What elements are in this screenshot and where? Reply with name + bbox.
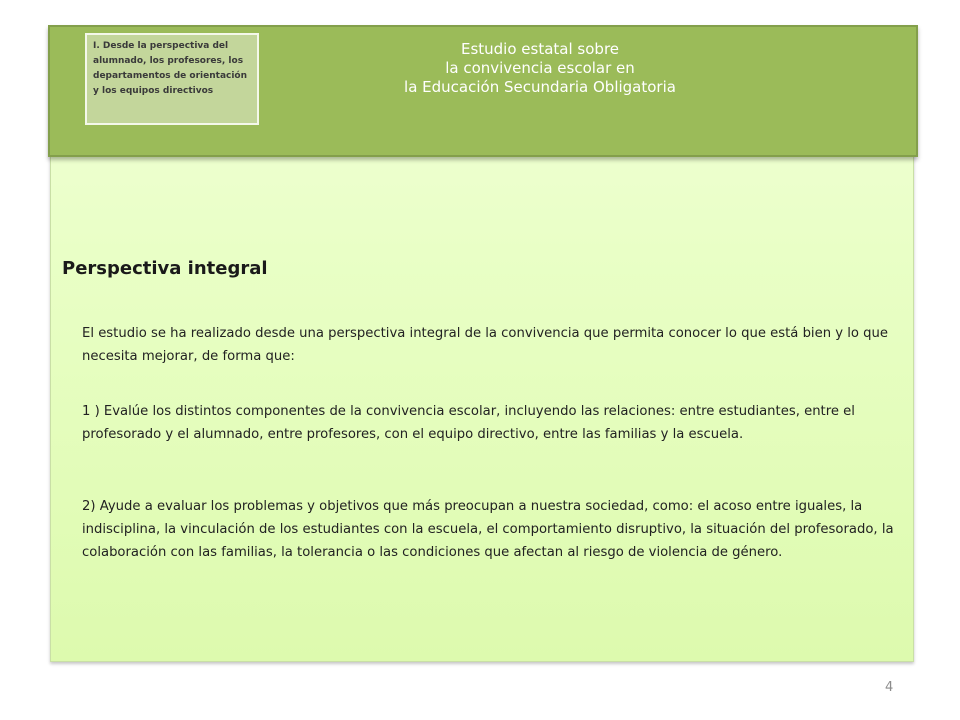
section-heading: Perspectiva integral — [62, 258, 268, 279]
intro-paragraph: El estudio se ha realizado desde una perspectiva integral de la convivencia que permita conocer lo que está bien y lo que necesita mejorar, de forma que: — [82, 326, 889, 364]
point-two-paragraph: 2) Ayude a evaluar los problemas y objetivos que más preocupan a nuestra sociedad, como: el acoso entre iguales, la indisciplina, la vinculación de los estudiantes con la escuela, el comportamiento disruptivo, la situación del profesorado, la colaboración con las familias, la tolerancia o las condiciones que afectan al riesgo de violencia de género. — [82, 499, 894, 560]
section-label: I. Desde la perspectiva del alumnado, los profesores, los departamentos de orientación y los equipos directivos — [93, 41, 248, 96]
page-number: 4 — [885, 680, 894, 695]
slide-title — [260, 40, 820, 97]
title-line-2: la convivencia escolar en — [445, 59, 635, 77]
point-one-paragraph: 1 ) Evalúe los distintos componentes de la convivencia escolar, incluyendo las relaciones: entre estudiantes, entre el profesorado y el alumnado, entre profesores, con el equipo directivo, entre las familias y la escuela. — [82, 404, 855, 442]
section-label-box — [85, 33, 259, 125]
title-line-1: Estudio estatal sobre — [460, 40, 620, 58]
title-line-3: la Educación Secundaria Obligatoria — [404, 78, 676, 96]
